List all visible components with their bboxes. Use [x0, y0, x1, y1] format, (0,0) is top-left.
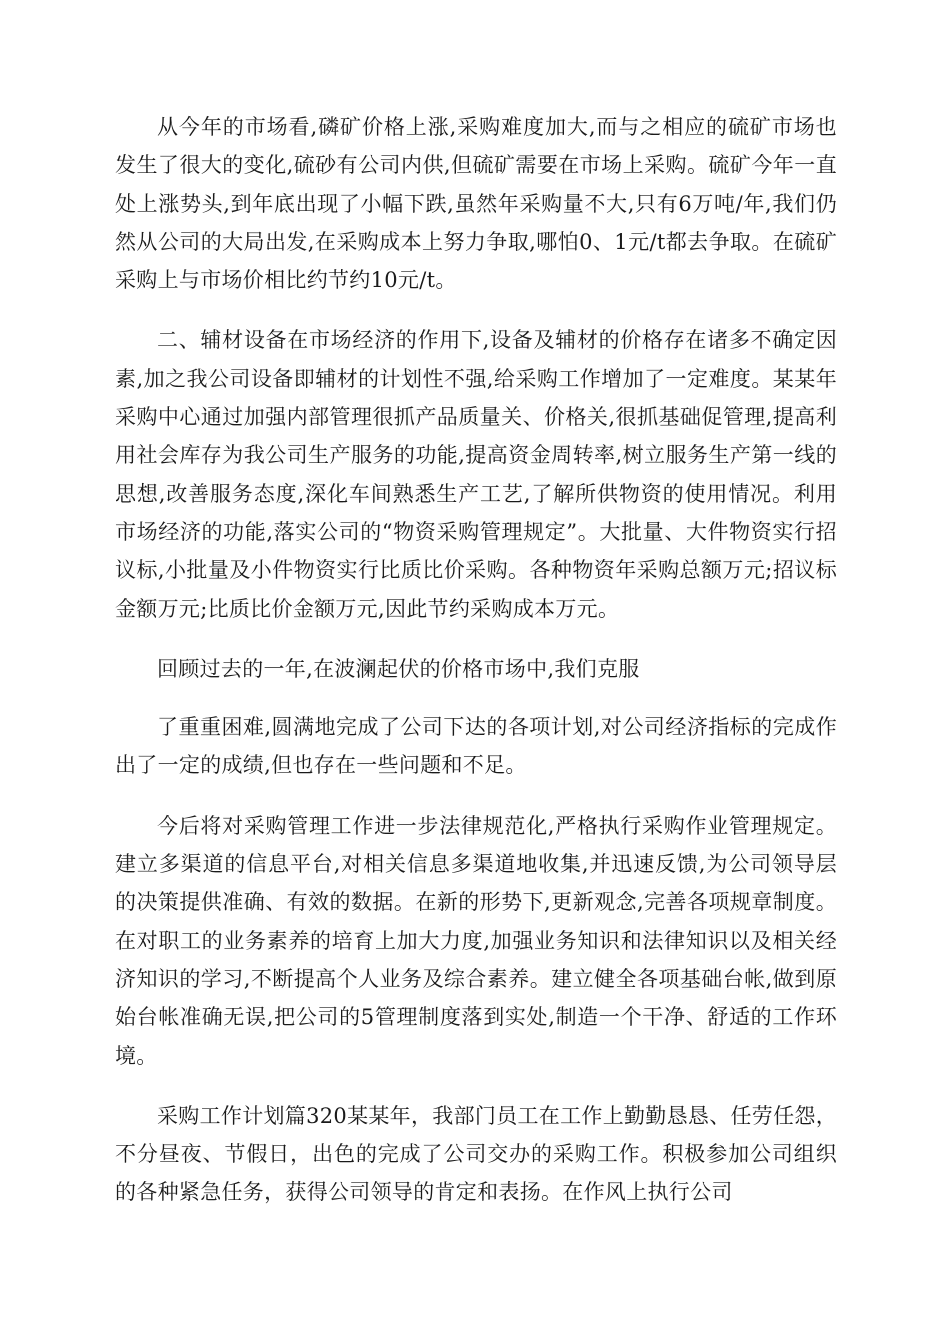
paragraph-plan-completion: 了重重困难,圆满地完成了公司下达的各项计划,对公司经济指标的完成作出了一定的成绩,但也存在一些问题和不足。	[115, 715, 837, 778]
paragraph-auxiliary-equipment: 二、辅材设备在市场经济的作用下,设备及辅材的价格存在诸多不确定因素,加之我公司设备即辅材的计划性不强,给采购工作增加了一定难度。某某年采购中心通过加强内部管理很抓产品质量关、价格关,很抓基础促管理,提高利用社会库存为我公司生产服务的功能,提高资金周转率,树立服务生产第一线的思想,改善服务态度,深化车间熟悉生产工艺,了解所供物资的使用情况。利用市场经济的功能,落实公司的“物资采购管理规定”。大批量、大件物资实行招议标,小批量及小件物资实行比质比价采购。各种物资年采购总额万元;招议标金额万元;比质比价金额万元,因此节约采购成本万元。	[115, 328, 837, 621]
document-body	[115, 108, 837, 1234]
paragraph-review-past-year: 回顾过去的一年,在波澜起伏的价格市场中,我们克服	[157, 656, 640, 681]
paragraph-procurement-plan-320: 采购工作计划篇320某某年，我部门员工在工作上勤勤恳恳、任劳任怨，不分昼夜、节假日，出色的完成了公司交办的采购工作。积极参加公司组织的各种紧急任务，获得公司领导的肯定和表扬。在作风上执行公司	[115, 1103, 837, 1205]
paragraph-future-plans: 今后将对采购管理工作进一步法律规范化,严格执行采购作业管理规定。建立多渠道的信息平台,对相关信息多渠道地收集,并迅速反馈,为公司领导层的决策提供准确、有效的数据。在新的形势下,更新观念,完善各项规章制度。在对职工的业务素养的培育上加大力度,加强业务知识和法律知识以及相关经济知识的学习,不断提高个人业务及综合素养。建立健全各项基础台帐,做到原始台帐准确无误,把公司的5管理制度落到实处,制造一个干净、舒适的工作环境。	[115, 813, 837, 1068]
paragraph-sulfur-ore-market: 从今年的市场看,磷矿价格上涨,采购难度加大,而与之相应的硫矿市场也发生了很大的变化,硫砂有公司内供,但硫矿需要在市场上采购。硫矿今年一直处上涨势头,到年底出现了小幅下跌,虽然年采购量不大,只有6万吨/年,我们仍然从公司的大局出发,在采购成本上努力争取,哪怕0、1元/t都去争取。在硫矿采购上与市场价相比约节约10元/t。	[115, 115, 837, 293]
